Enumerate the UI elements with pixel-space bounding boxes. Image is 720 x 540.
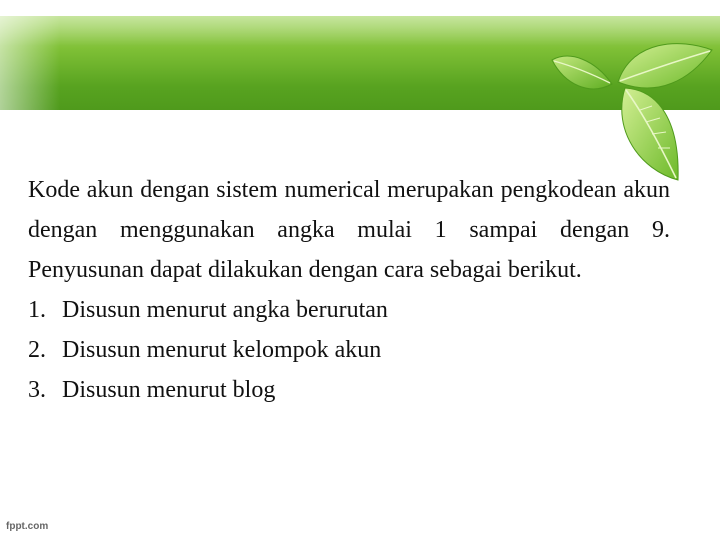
green-leaves-icon bbox=[540, 10, 720, 190]
list-item-text: Disusun menurut angka berurutan bbox=[62, 297, 388, 323]
list-number: 3. bbox=[28, 377, 46, 403]
numbered-list bbox=[28, 290, 670, 410]
list-number: 1. bbox=[28, 297, 46, 323]
watermark-logo: fppt.com bbox=[6, 521, 49, 532]
list-item-text: Disusun menurut blog bbox=[62, 377, 276, 403]
list-item bbox=[28, 330, 670, 370]
list-item bbox=[28, 370, 670, 410]
body-paragraph: Kode akun dengan sistem numerical merupakan pengkodean akun dengan menggunakan angka mulai 1 sampai dengan 9. Penyusunan dapat dilakukan dengan cara sebagai berikut. bbox=[28, 177, 670, 283]
banner-left-fade bbox=[0, 16, 60, 110]
list-item bbox=[28, 290, 670, 330]
slide-body bbox=[28, 170, 670, 410]
list-item-text: Disusun menurut kelompok akun bbox=[62, 337, 382, 363]
list-number: 2. bbox=[28, 337, 46, 363]
